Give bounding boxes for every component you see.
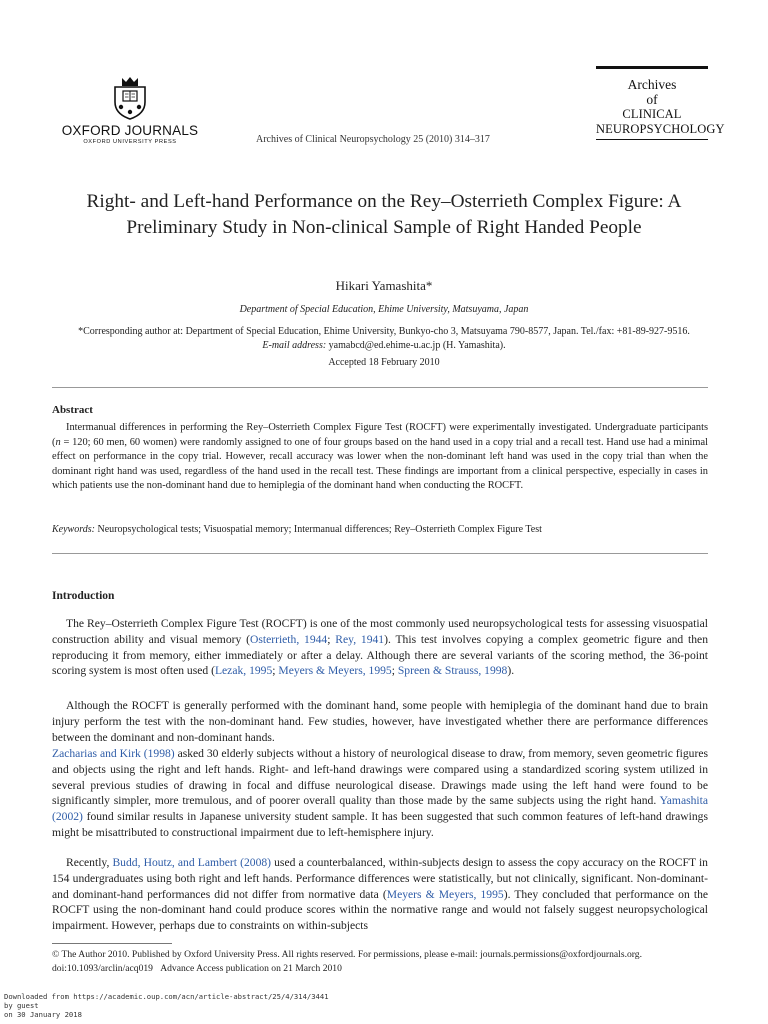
advance-access: Advance Access publication on 21 March 2010: [160, 963, 342, 974]
publisher-press: OXFORD UNIVERSITY PRESS: [83, 139, 177, 145]
ref-meyers-1995[interactable]: Meyers & Meyers, 1995: [278, 664, 392, 678]
p1-sep: ;: [327, 632, 336, 646]
abstract-text-1: Intermanual differences in performing the Rey–Osterrieth Complex Figure Test (ROCFT) were experimentally investigated. Undergraduate participants (: [52, 422, 708, 448]
ref-budd-houtz-lambert-2008[interactable]: Budd, Houtz, and Lambert (2008): [112, 856, 272, 869]
p3-text-a: asked 30 elderly subjects without a history of neurological disease to draw, from memory, seven geometric figures and objects using the right and left hands. Right- and left-hand drawings were compared using a standardized scoring system utilized in several previous studies of drawing in focal and diffuse neurological disease. Drawings made using the left hand were found to be significantly simpler, more tremulous, and of poorer overall quality than those made by the same subjects using the right hand.: [52, 747, 708, 808]
email-line: [0, 339, 768, 353]
divider-bottom: [52, 553, 708, 554]
copyright-line: © The Author 2010. Published by Oxford University Press. All rights reserved. For permissions, please e-mail: journals.permissions@oxfordjournals.org.: [52, 949, 642, 960]
p1-text-a: The Rey–Osterrieth Complex Figure Test (ROCFT) is one of the most commonly used neuropsychological tests for assessing visuospatial construction ability and visual memory (: [52, 617, 708, 646]
ref-zacharias-kirk-1998[interactable]: Zacharias and Kirk (1998): [52, 747, 175, 760]
oxford-crest-icon: [112, 76, 148, 120]
brand-line-3: CLINICAL: [622, 107, 682, 121]
abstract-n: n: [55, 436, 61, 448]
brand-line-2: of: [646, 91, 658, 107]
p4-text-a: Recently,: [66, 856, 113, 869]
abstract-text-2: = 120; 60 men, 60 women) were randomly assigned to one of four groups based on the hand used in a copy trial and a recall test. Hand use had a minimal effect on performance in the copy trial. However, recall accuracy was lower when the non-dominant left hand was used in the copy trial than when the dominant right hand was used, regardless of the hand used in the recall test. These findings are important from a clinical perspective, especially in cases in which patients use the non-dominant hand due to hemiplegia of the dominant hand when conducting the ROCFT.: [52, 436, 708, 491]
ref-yamashita-2002[interactable]: Yamashita (2002): [52, 794, 708, 824]
intro-paragraph-4: [52, 855, 708, 934]
brand-text: [596, 69, 725, 136]
p1-text-b: ). This test involves copying a complex geometric figure and then reproducing it from memory, either immediately or after a delay. Although there are several variants of the scoring method, the 36-point scoring system is most often used (: [52, 632, 708, 678]
p1-sep3: ;: [391, 664, 398, 678]
copyright-footer: [52, 948, 712, 976]
abstract-body: [52, 421, 708, 494]
keywords-label: Keywords:: [52, 524, 95, 535]
p3-text-b: found similar results in Japanese university student sample. It has been suggested that such common features of left-hand drawings might be misattributed to constructional impairment due to left-hemisphere injury.: [52, 810, 708, 839]
intro-paragraph-3: [52, 746, 708, 841]
ref-osterrieth-1944[interactable]: Osterrieth, 1944: [249, 632, 328, 646]
brand-rule-bottom: [596, 139, 708, 140]
doi[interactable]: doi:10.1093/arclin/acq019: [52, 963, 153, 974]
corresponding-author: [0, 325, 768, 352]
brand-line-4: NEUROPSYCHOLOGY: [596, 121, 725, 136]
download-line-2: by guest: [4, 1001, 39, 1010]
article-author: Hikari Yamashita*: [335, 278, 433, 293]
oxford-journals-logo: [52, 76, 208, 146]
journal-citation: Archives of Clinical Neuropsychology 25 (2010) 314–317: [256, 134, 490, 145]
intro-paragraph-1: [52, 616, 708, 679]
email-label: E-mail address:: [262, 339, 327, 351]
p4-text-c: ). They concluded that performance on the ROCFT using the non-dominant hand could produce scores within the normative range and would not falsely suggest neuropsychological impairment. However, perhaps due to constraints on within-subjects: [52, 887, 709, 933]
author-affiliation: Department of Special Education, Ehime University, Matsuyama, Japan: [239, 304, 529, 315]
article-title: Right- and Left-hand Performance on the Rey–Osterrieth Complex Figure: A Preliminary Study in Non-clinical Sample of Right Handed People: [86, 191, 682, 238]
keywords: [52, 524, 708, 535]
keywords-list: Neuropsychological tests; Visuospatial memory; Intermanual differences; Rey–Osterrieth Complex Figure Test: [97, 524, 542, 535]
ref-lezak-1995[interactable]: Lezak, 1995: [214, 664, 273, 678]
download-line-1: Downloaded from https://academic.oup.com/acn/article-abstract/25/4/314/3441: [4, 992, 329, 1001]
divider-top: [52, 387, 708, 388]
p4-text-b: used a counterbalanced, within-subjects design to assess the copy accuracy on the ROCFT in 154 undergraduates using both right and left hands. Performance differences were statistically, but not clinically, significant. Non-dominant- and dominant-hand performances did not differ from normative data (: [52, 856, 708, 901]
introduction-heading: Introduction: [52, 590, 115, 602]
p1-text-c: ).: [507, 664, 515, 678]
journal-brand: [596, 66, 725, 140]
ref-meyers-1995-b[interactable]: Meyers & Meyers, 1995: [386, 887, 504, 901]
publisher-name: OXFORD JOURNALS: [61, 123, 199, 138]
ref-spreen-strauss-1998[interactable]: Spreen & Strauss, 1998: [397, 664, 508, 678]
abstract-heading: Abstract: [52, 404, 93, 416]
download-line-3: on 30 January 2018: [4, 1010, 82, 1019]
p1-sep2: ;: [272, 664, 279, 678]
download-watermark: [4, 992, 329, 1019]
doi-line: [52, 962, 712, 976]
email-value[interactable]: yamabcd@ed.ehime-u.ac.jp (H. Yamashita).: [328, 339, 506, 351]
ref-rey-1941[interactable]: Rey, 1941: [335, 632, 385, 646]
footnote-rule: [52, 943, 172, 944]
corresponding-address: *Corresponding author at: Department of Special Education, Ehime University, Bunkyo-cho 3, Matsuyama 790-8577, Japan. Tel./fax: +81-89-927-9516.: [78, 326, 690, 337]
intro-paragraph-2: Although the ROCFT is generally performed with the dominant hand, some people with hemiplegia of the dominant hand due to brain injury perform the test with the non-dominant hand. Few studies, however, have investigated whether there are performance differences between the dominant and non-dominant hands.: [52, 699, 708, 744]
brand-line-1: Archives: [627, 77, 677, 92]
accepted-date: Accepted 18 February 2010: [328, 357, 440, 368]
